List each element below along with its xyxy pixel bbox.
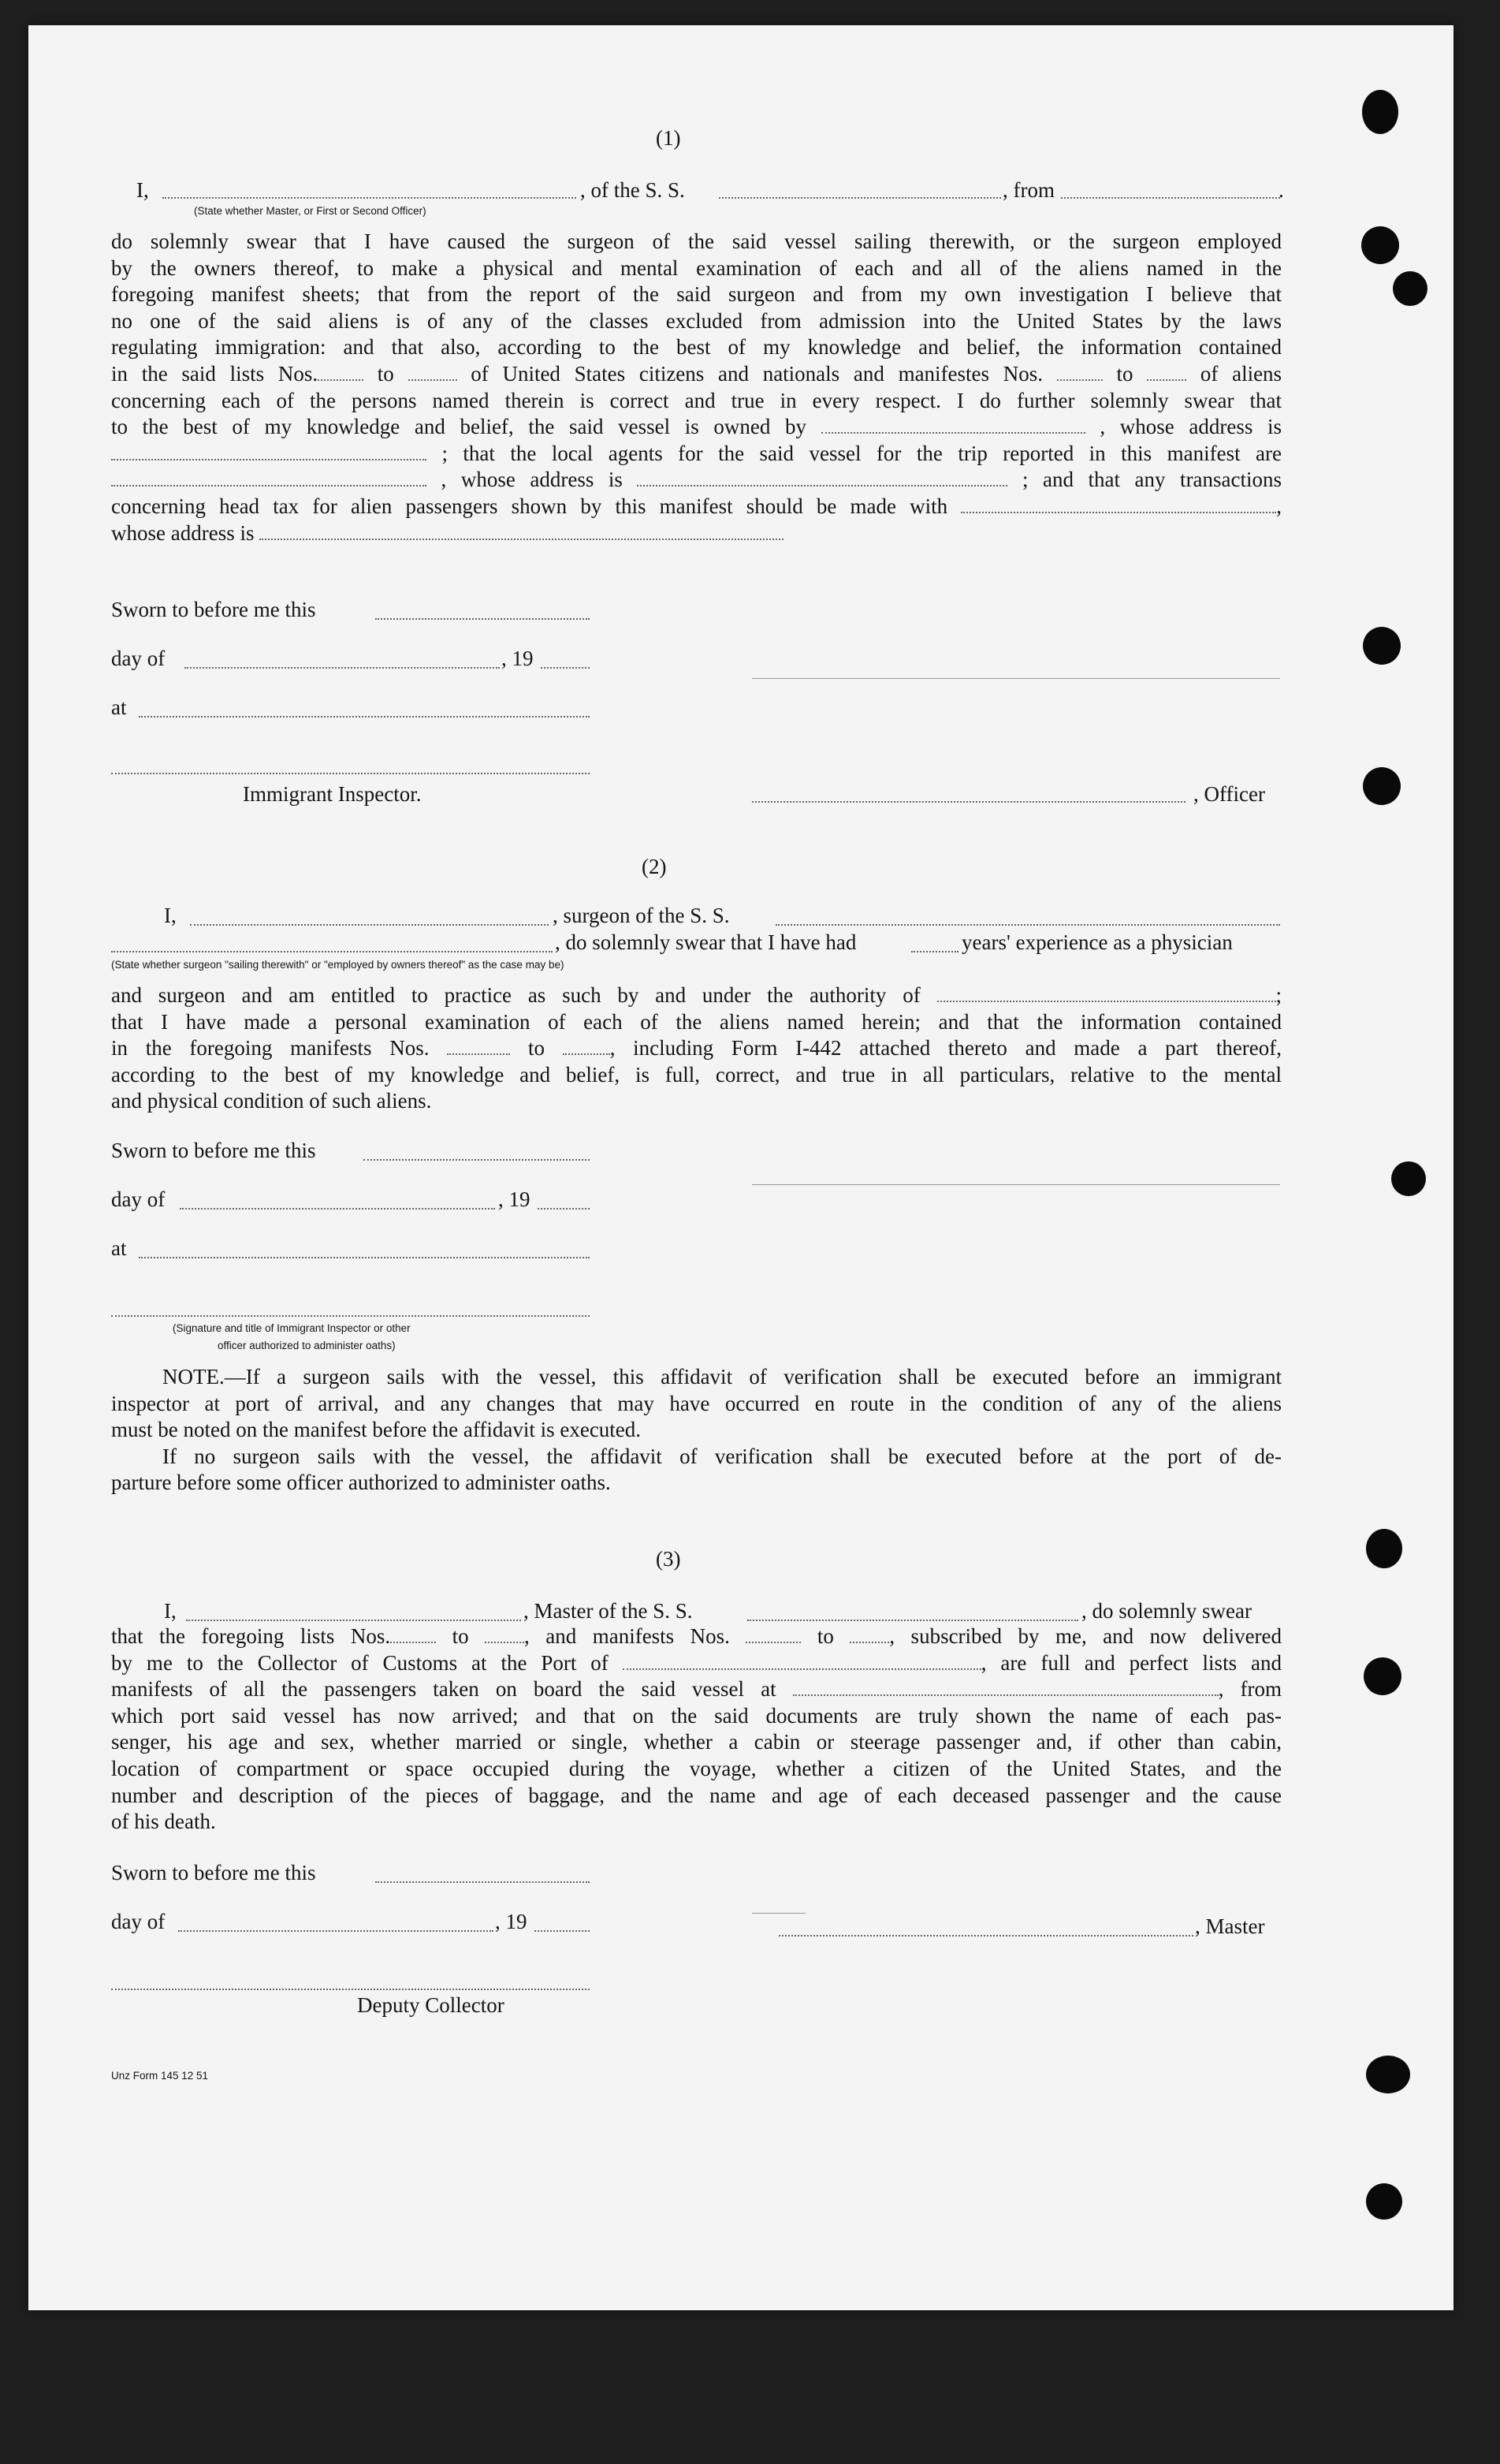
s2-manifest-to-field[interactable] bbox=[563, 1041, 610, 1055]
s2-sig-caption-2: officer authorized to administer oaths) bbox=[218, 1340, 396, 1351]
s3-line: number and description of the pieces of baggage, and the name and age of each deceased passenger and the cause bbox=[111, 1783, 1282, 1807]
s2-surgeon-caption: (State whether surgeon "sailing therewith" or "employed by owners thereof" as the case may be) bbox=[111, 959, 564, 971]
s2-sworn-date-field[interactable] bbox=[363, 1159, 590, 1161]
s3-ship-name-field[interactable] bbox=[747, 1620, 1078, 1621]
s3-master-of-label: , Master of the S. S. bbox=[523, 1599, 693, 1623]
s1-at-label: at bbox=[111, 695, 127, 719]
s1-year-field[interactable] bbox=[541, 667, 590, 669]
s1-text: , whose address is bbox=[441, 468, 623, 492]
s1-line: by the owners thereof, to make a physical and mental examination of each and all of the aliens named in the bbox=[111, 255, 1282, 280]
note-line: inspector at port of arrival, and any changes that may have occurred en route in the condition of any of the aliens bbox=[111, 1391, 1282, 1415]
s1-whose-line bbox=[111, 520, 1282, 547]
s2-manifest-from-field[interactable] bbox=[447, 1041, 510, 1055]
s2-at-label: at bbox=[111, 1236, 127, 1260]
s1-period: . bbox=[1279, 178, 1284, 202]
s1-line: no one of the said aliens is of any of the classes excluded from admission into the United States by the laws bbox=[111, 308, 1282, 333]
s3-day-label: day of bbox=[111, 1910, 166, 1933]
s2-ship-name-field[interactable] bbox=[776, 924, 1280, 926]
s1-from-label: , from bbox=[1003, 178, 1055, 202]
s1-text: , bbox=[1276, 494, 1282, 518]
note-line: NOTE.—If a surgeon sails with the vessel, this affidavit of verification shall be executed before an immigrant bbox=[162, 1365, 1282, 1389]
s1-text: ; and that any transactions bbox=[1022, 468, 1282, 492]
punch-hole bbox=[1366, 1529, 1402, 1568]
s1-owner-line bbox=[111, 414, 1282, 441]
surgeon-note bbox=[111, 1364, 1282, 1497]
s2-text: ; bbox=[1275, 983, 1282, 1007]
s1-text: in the said lists Nos. bbox=[111, 361, 318, 386]
s1-text: to bbox=[1116, 361, 1133, 386]
alien-list-to-field[interactable] bbox=[1147, 367, 1186, 381]
s2-years-label: years' experience as a physician bbox=[962, 930, 1233, 954]
s3-master-signature-field[interactable] bbox=[779, 1935, 1193, 1937]
s3-line: senger, his age and sex, whether married or single, whether a cabin or steerage passenger and, if other than cabin, bbox=[111, 1730, 1282, 1754]
section-3-body bbox=[111, 1623, 1282, 1836]
s3-text: manifests of all the passengers taken on board the said vessel at bbox=[111, 1677, 776, 1702]
s1-i-label: I, bbox=[136, 178, 149, 202]
s3-swear-label: , do solemnly swear bbox=[1081, 1599, 1252, 1623]
s3-lists-line bbox=[111, 1623, 1282, 1650]
s1-text: whose address is bbox=[111, 520, 255, 545]
s1-of-ss-label: , of the S. S. bbox=[580, 178, 685, 202]
s1-inspector-signature-line[interactable] bbox=[111, 773, 590, 774]
s3-master-label: , Master bbox=[1195, 1914, 1265, 1938]
headtax-party-field[interactable] bbox=[961, 499, 1276, 513]
s3-deputy-signature-line[interactable] bbox=[111, 1989, 590, 1990]
officer-name-field[interactable] bbox=[162, 197, 576, 199]
s2-authority-line bbox=[111, 982, 1282, 1009]
s3-manifest-from-field[interactable] bbox=[746, 1629, 801, 1643]
s3-i-label: I, bbox=[164, 1599, 177, 1623]
punch-hole bbox=[1393, 271, 1427, 306]
s1-sworn-label: Sworn to before me this bbox=[111, 598, 316, 621]
owner-field[interactable] bbox=[821, 419, 1085, 434]
s1-line: foregoing manifest sheets; that from the report of the said surgeon and from my own investigation I believe that bbox=[111, 282, 1282, 307]
s2-surgeon-of-label: , surgeon of the S. S. bbox=[553, 904, 730, 927]
agents-field[interactable] bbox=[111, 472, 426, 486]
s2-line: that I have made a personal examination of each of the aliens named herein; and that the information contained bbox=[111, 1009, 1282, 1034]
punch-hole bbox=[1391, 1161, 1426, 1196]
s1-day-field[interactable] bbox=[184, 667, 500, 669]
s2-i-label: I, bbox=[164, 904, 177, 927]
s2-inspector-signature-line[interactable] bbox=[111, 1315, 590, 1317]
s2-text: and surgeon and am entitled to practice as such by and under the authority of bbox=[111, 983, 921, 1007]
s2-day-field[interactable] bbox=[180, 1208, 495, 1210]
s1-officer-name-field[interactable] bbox=[752, 801, 1185, 803]
s1-agent-address-line bbox=[111, 467, 1282, 494]
s3-list-to-field[interactable] bbox=[485, 1629, 524, 1643]
s1-year-label: , 19 bbox=[501, 647, 534, 670]
s1-day-label: day of bbox=[111, 647, 166, 670]
s2-manifests-line bbox=[111, 1035, 1282, 1062]
s2-surgeon-signature-line[interactable] bbox=[752, 1184, 1280, 1185]
s3-text: that the foregoing lists Nos. bbox=[111, 1624, 391, 1648]
alien-list-from-field[interactable] bbox=[1057, 367, 1103, 381]
s2-year-field[interactable] bbox=[538, 1208, 590, 1210]
ship-name-field[interactable] bbox=[719, 197, 1001, 199]
surgeon-status-field[interactable] bbox=[111, 951, 553, 952]
s3-line: which port said vessel has now arrived; and that on the said documents are truly shown the name of each pas- bbox=[111, 1703, 1282, 1728]
punch-hole bbox=[1362, 90, 1398, 134]
s2-text: to bbox=[527, 1036, 545, 1061]
s3-port-line bbox=[111, 1650, 1282, 1677]
s2-day-label: day of bbox=[111, 1187, 166, 1211]
s1-text: of aliens bbox=[1200, 361, 1282, 386]
master-name-field[interactable] bbox=[186, 1620, 521, 1621]
punch-hole bbox=[1363, 767, 1401, 805]
authority-field[interactable] bbox=[937, 988, 1276, 1002]
punch-hole bbox=[1361, 226, 1399, 264]
s3-text: , and manifests Nos. bbox=[524, 1624, 730, 1648]
section-1-body bbox=[111, 229, 1282, 546]
headtax-address-field[interactable] bbox=[259, 526, 783, 540]
punch-hole bbox=[1366, 2183, 1402, 2220]
note-line: If no surgeon sails with the vessel, the affidavit of verification shall be executed before at the port of de- bbox=[162, 1444, 1282, 1468]
s2-year-label: , 19 bbox=[498, 1187, 530, 1211]
s2-sig-caption-1: (Signature and title of Immigrant Inspector or other bbox=[173, 1322, 411, 1334]
s2-at-field[interactable] bbox=[139, 1257, 590, 1258]
agents-address-field[interactable] bbox=[637, 472, 1007, 486]
s1-text: ; that the local agents for the said vessel for the trip reported in this manifest are bbox=[441, 441, 1282, 465]
s3-line: of his death. bbox=[111, 1810, 216, 1834]
form-footer-id: Unz Form 145 12 51 bbox=[111, 2070, 209, 2082]
s3-year-label: , 19 bbox=[495, 1910, 527, 1933]
s1-officer-caption: (State whether Master, or First or Second Officer) bbox=[194, 205, 426, 217]
s1-agents-line bbox=[111, 441, 1282, 468]
s3-line: location of compartment or space occupied during the voyage, whether a citizen of the United States, and the bbox=[111, 1756, 1282, 1780]
s1-line: do solemnly swear that I have caused the surgeon of the said vessel sailing therewith, or the surgeon employed bbox=[111, 229, 1282, 253]
s1-text: to bbox=[377, 361, 394, 386]
s1-line: regulating immigration: and that also, according to the best of my knowledge and belief, the information contained bbox=[111, 335, 1282, 360]
s1-at-field[interactable] bbox=[139, 716, 590, 718]
s1-sworn-date-field[interactable] bbox=[375, 618, 590, 620]
s1-inspector-label: Immigrant Inspector. bbox=[243, 782, 422, 806]
s3-sworn-label: Sworn to before me this bbox=[111, 1861, 316, 1884]
s3-master-signature-top bbox=[752, 1913, 806, 1914]
from-port-field[interactable] bbox=[1061, 197, 1280, 199]
s3-deputy-label: Deputy Collector bbox=[357, 1993, 504, 2017]
s3-text: by me to the Collector of Customs at the Port of bbox=[111, 1650, 609, 1675]
s1-text: to the best of my knowledge and belief, the said vessel is owned by bbox=[111, 415, 807, 439]
section-2-number: (2) bbox=[642, 855, 667, 878]
customs-port-field[interactable] bbox=[623, 1656, 981, 1670]
s2-sworn-label: Sworn to before me this bbox=[111, 1139, 316, 1162]
s1-officer-label: , Officer bbox=[1193, 782, 1265, 806]
s1-text: of United States citizens and nationals and manifestes Nos. bbox=[471, 361, 1043, 386]
citizen-list-from-field[interactable] bbox=[318, 367, 363, 381]
s3-text: , are full and perfect lists and bbox=[981, 1650, 1282, 1675]
s3-text: to bbox=[817, 1624, 834, 1648]
owner-address-field[interactable] bbox=[111, 446, 426, 460]
s3-text: to bbox=[452, 1624, 469, 1648]
s3-boarded-line bbox=[111, 1676, 1282, 1703]
s3-year-field[interactable] bbox=[534, 1930, 590, 1932]
form-page bbox=[28, 25, 1453, 2310]
punch-hole bbox=[1363, 627, 1401, 665]
s3-list-from-field[interactable] bbox=[390, 1629, 436, 1643]
s3-sworn-date-field[interactable] bbox=[375, 1881, 590, 1883]
surgeon-name-field[interactable] bbox=[190, 924, 549, 926]
punch-hole bbox=[1364, 1657, 1401, 1695]
s2-swear-label: , do solemnly swear that I have had bbox=[555, 930, 857, 954]
s1-line: concerning each of the persons named therein is correct and true in every respect. I do further solemnly swear that bbox=[111, 388, 1282, 412]
section-1-number: (1) bbox=[656, 126, 681, 150]
citizen-list-to-field[interactable] bbox=[408, 367, 457, 381]
section-3-number: (3) bbox=[656, 1547, 681, 1571]
s3-text: , from bbox=[1218, 1677, 1282, 1702]
years-experience-field[interactable] bbox=[911, 951, 958, 952]
s3-manifest-to-field[interactable] bbox=[850, 1629, 889, 1643]
s2-line: according to the best of my knowledge and belief, is full, correct, and true in all particulars, relative to the mental bbox=[111, 1062, 1282, 1087]
s1-headtax-line bbox=[111, 494, 1282, 520]
boarding-port-field[interactable] bbox=[793, 1682, 1219, 1696]
s3-text: , subscribed by me, and now delivered bbox=[889, 1624, 1282, 1648]
s2-line: and physical condition of such aliens. bbox=[111, 1089, 432, 1113]
note-line: must be noted on the manifest before the affidavit is executed. bbox=[111, 1418, 642, 1442]
s1-lists-line bbox=[111, 361, 1282, 388]
s2-text: , including Form I-442 attached thereto and made a part thereof, bbox=[609, 1036, 1282, 1061]
s3-day-field[interactable] bbox=[178, 1930, 493, 1932]
punch-hole bbox=[1366, 2056, 1410, 2093]
s1-text: concerning head tax for alien passengers shown by this manifest should be made with bbox=[111, 494, 948, 518]
s1-officer-signature-line[interactable] bbox=[752, 678, 1280, 679]
s2-text: in the foregoing manifests Nos. bbox=[111, 1036, 430, 1061]
s1-text: , whose address is bbox=[1100, 415, 1282, 439]
section-2-body bbox=[111, 982, 1282, 1115]
note-line: parture before some officer authorized to administer oaths. bbox=[111, 1471, 611, 1495]
